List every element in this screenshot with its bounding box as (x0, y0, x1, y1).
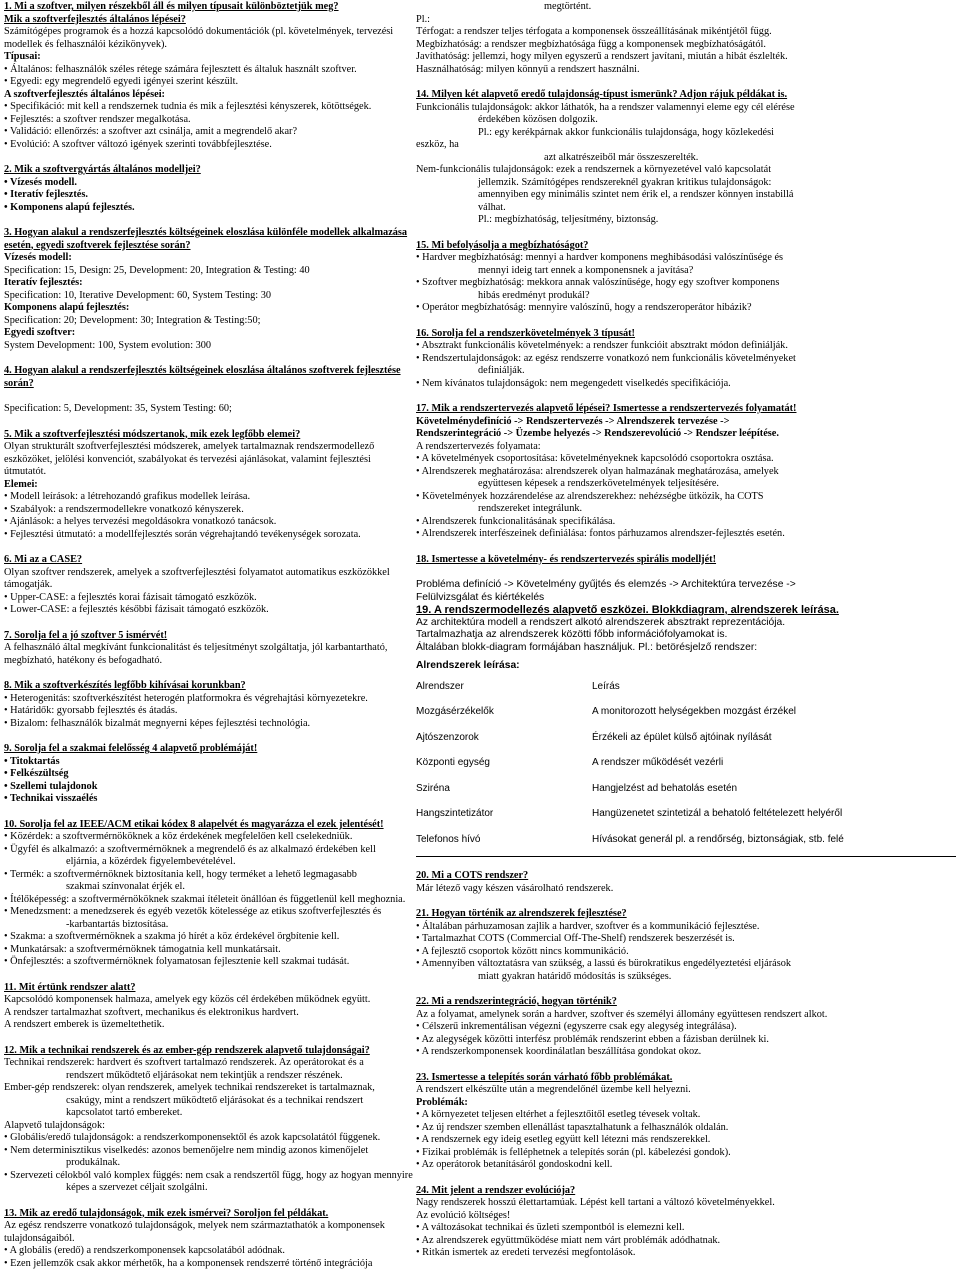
text-line: A rendszert emberek is üzemeltethetik. (4, 1019, 165, 1030)
spacer (416, 857, 956, 870)
question-heading: 7. Sorolja fel a jó szoftver 5 ismérvét! (4, 629, 168, 641)
text-line: • Vízesés modell. (4, 176, 77, 188)
table-row (416, 779, 956, 805)
question-heading: 11. Mit értünk rendszer alatt? (4, 981, 136, 993)
question-heading: 9. Sorolja fel a szakmai felelősség 4 alapvető problémáját! (4, 743, 258, 754)
spacer (4, 1032, 414, 1045)
subsystem-table-caption: Alrendszerek leírása: (416, 660, 520, 671)
spacer (4, 1195, 414, 1208)
text-line: • Határidők: gyorsabb fejlesztés és átadás. (4, 705, 178, 716)
question-heading: 1. Mi a szoftver, milyen részekből áll és milyen típusait különböztetjük meg? (4, 1, 339, 12)
text-line: • Szervezeti célokból való komplex függés: nem csak a rendszertől függ, hogy az hogyan mennyire (4, 1169, 413, 1181)
spacer (4, 352, 414, 365)
text-line: • Alrendszerek interfészeinek definiálása: fontos párhuzamos alrendszer-fejlesztés esetén. (416, 528, 785, 539)
question-heading: Mik a szoftverfejlesztés általános lépései? (4, 13, 186, 25)
text-line: • Rendszertulajdonságok: az egész rendszerre vonatkozó nem funkcionális követelményeket (416, 352, 796, 364)
text-line: szakmai színvonalat érjék el. (66, 881, 185, 892)
right-column-top (416, 1, 956, 654)
text-line: • Operátor megbízhatóság: mennyire valószínű, hogy a rendszeroperátor hibázik? (416, 302, 752, 313)
text-line: • Fejlesztési útmutató: a modellfejlesztés során végrehajtandó tevékenységek sorozata. (4, 528, 361, 540)
table-row (416, 728, 956, 754)
text-line: Probléma definíció -> Követelmény gyűjtés és elemzés -> Architektúra tervezése -> (416, 579, 796, 590)
text-line: • Amennyiben változtatásra van szükség, a lassú és bürokratikus engedélyeztetési eljárások (416, 958, 792, 969)
table-header-row (416, 677, 956, 703)
right-column-bottom (416, 857, 956, 1260)
text-line: -karbantartás biztosítása. (66, 918, 169, 930)
spacer (416, 76, 956, 89)
question-heading: 16. Sorolja fel a rendszerkövetelmények 3 típusát! (416, 327, 635, 339)
text-line: Elemei: (4, 478, 38, 490)
spacer (4, 151, 414, 164)
text-line: érdekében közösen dolgozik. (478, 114, 598, 125)
subsystem-description: Érzékeli az épület külső ajtóinak nyílását (592, 731, 772, 743)
question-heading: 10. Sorolja fel az IEEE/ACM etikai kódex 8 alapelvét és magyarázza el ezek jelentését! (4, 818, 384, 830)
text-line: miatt gyakran határidő módosítás is szükséges. (478, 970, 672, 982)
text-line: • Ritkán ismertek az eredeti tervezési megfontolások. (416, 1247, 636, 1258)
spacer (416, 390, 956, 403)
text-line: • Technikai visszaélés (4, 793, 98, 804)
question-heading: 17. Mik a rendszertervezés alapvető lépései? Ismertesse a rendszertervezés folyamatát! (416, 403, 797, 414)
text-line: Alapvető tulajdonságok: (4, 1119, 105, 1131)
text-line: A szoftverfejlesztés általános lépései: (4, 88, 165, 100)
table-row (416, 702, 956, 728)
text-line: • A változásokat technikai és üzleti szempontból is elemezni kell. (416, 1222, 685, 1233)
text-line: Funkcionális tulajdonságok: akkor láthatók, ha a rendszer valamennyi eleme egy cél elérése (416, 101, 795, 113)
text-line: megtörtént. (544, 1, 592, 12)
text-line: • Önfejlesztés: a szoftvermérnöknek folyamatosan fejlesztenie kell szakmai tudását. (4, 956, 350, 967)
subsystem-name: Központi egység (416, 757, 490, 768)
text-line: Pl.: egy kerékpárnak akkor funkcionális tulajdonsága, hogy közlekedési (478, 126, 774, 138)
spacer (4, 617, 414, 630)
text-line: • Fizikai problémák is felléphetnek a telepítés során (pl. kábelezési gondok). (416, 1146, 731, 1158)
text-line: jellemzik. Számítógépes rendszereknél gyakran kritikus tulajdonságok: (478, 176, 772, 188)
question-heading: 19. A rendszermodellezés alapvető eszközei. Blokkdiagram, alrendszerek leírása. (416, 604, 839, 616)
text-line: • A globális (eredő) a rendszerkomponensek kapcsolatából adódnak. (4, 1245, 285, 1256)
right-column (416, 1, 956, 1260)
text-line: Az egész rendszerre vonatkozó tulajdonságok, melyek nem származtathatók a komponensek tulajdonságaiból. (4, 1220, 385, 1244)
text-line: Egyedi szoftver: (4, 327, 76, 338)
text-line: • Specifikáció: mit kell a rendszernek tudnia és mik a fejlesztési kényszerek, kötöttségek. (4, 101, 372, 112)
text-line: Már létező vagy készen vásárolható rendszerek. (416, 882, 614, 894)
question-heading: 20. Mi a COTS rendszer? (416, 870, 529, 881)
spacer (4, 667, 414, 680)
text-line: • Modell leírások: a létrehozandó grafikus modellek leírása. (4, 491, 251, 502)
spacer (416, 541, 956, 554)
text-line: • Ítélőképesség: a szoftvermérnököknek szakmai ítéleteit önállóan és függetlenül kell meghoznia. (4, 893, 406, 905)
text-line: A rendszer tartalmazhat szoftvert, mechanikus és elektronikus hardvert. (4, 1006, 299, 1018)
text-line: • Általában párhuzamosan zajlik a hardver, szoftver és a kommunikáció fejlesztése. (416, 920, 760, 932)
text-line: • Validáció: ellenőrzés: a szoftver azt csinálja, amit a megrendelő akar? (4, 126, 298, 137)
text-line: csakúgy, mint a rendszert működtető eljárásokat és a technikai rendszert (66, 1094, 364, 1106)
text-line: • A rendszerkomponensek koordinálatlan beszállítása gondokat okoz. (416, 1046, 702, 1057)
text-line: Pl.: megbízhatóság, teljesítmény, biztonság. (478, 214, 659, 225)
text-line: Megbízhatóság: a rendszer megbízhatósága függ a komponensek megbízhatóságától. (416, 38, 766, 50)
text-line: • Upper-CASE: a fejlesztés korai fázisait támogató eszközök. (4, 591, 257, 603)
text-line: • Szakma: a szoftvermérnöknek a szakma jó hírét a köz érdekével örgbítenie kell. (4, 931, 340, 942)
text-line: • A fejlesztő csoportok között nincs kommunikáció. (416, 945, 629, 957)
subsystem-name: Telefonos hívó (416, 830, 592, 857)
question-heading: 15. Mi befolyásolja a megbízhatóságot? (416, 239, 589, 251)
text-line: • Célszerű inkrementálisan végezni (egyszerre csak egy alegység integrálása). (416, 1021, 737, 1032)
subsystem-table (416, 677, 956, 858)
question-heading: 2. Mik a szoftvergyártás általános modelljei? (4, 164, 201, 175)
spacer (4, 390, 414, 403)
text-line: A felhasználó által megkívánt funkcionalitást és teljesítményt szolgáltatja, jól karbantartható, megbízható, hatékony és befogadható. (4, 642, 388, 666)
text-line: rendszereket integrálunk. (478, 503, 583, 514)
question-heading: 8. Mik a szoftverkészítés legfőbb kihívásai korunkban? (4, 680, 246, 691)
left-column (4, 1, 414, 1270)
text-line: Specification: 20; Development: 30; Integration & Testing:50; (4, 314, 261, 326)
subsystem-name: Hangszintetizátor (416, 808, 494, 819)
question-heading: 4. Hogyan alakul a rendszerfejlesztés költségeinek eloszlása általános szoftverek fejlesztése során? (4, 365, 401, 389)
text-line: • A rendszernek egy ideig esetleg együtt kell létezni más rendszerekkel. (416, 1134, 711, 1145)
text-line: A rendszertervezés folyamata: (416, 440, 541, 452)
text-line: • A követelmények csoportosítása: követelményeknek kapcsolódó csoportokra osztása. (416, 453, 774, 464)
text-line: Pl.: (416, 13, 431, 25)
text-line: • Absztrakt funkcionális követelmények: a rendszer funkcióit absztrakt módon definiálják. (416, 340, 788, 351)
table-header-subsystem: Alrendszer (416, 680, 464, 692)
question-heading: 24. Mit jelent a rendszer evolúciója? (416, 1184, 576, 1196)
text-line: • Alrendszerek funkcionalitásának specifikálása. (416, 515, 616, 527)
text-line: • Globális/eredő tulajdonságok: a rendszerkomponensektől és azok kapcsolatától függenek. (4, 1132, 381, 1143)
text-line: Az evolúció költséges! (416, 1209, 511, 1221)
text-line: hibás eredményt produkál? (478, 289, 590, 301)
spacer (416, 315, 956, 328)
text-line: Az a folyamat, amelynek során a hardver, szoftver és személyi állomány együttesen rendszert alkot. (416, 1008, 828, 1020)
table-row (416, 804, 956, 830)
text-line: válhat. (478, 201, 506, 213)
question-heading: 12. Mik a technikai rendszerek és az ember-gép rendszerek alapvető tulajdonságai? (4, 1044, 370, 1056)
text-line: • Egyedi: egy megrendelő egyedi igényei szerint készült. (4, 76, 239, 87)
text-line: A rendszert elkészülte után a megrendelőnél üzembe kell helyezni. (416, 1084, 691, 1095)
text-line: • Munkatársak: a szoftvermérnöknek támogatnia kell munkatársait. (4, 943, 281, 955)
spacer (416, 566, 956, 579)
text-line: System Development: 100, System evolution: 300 (4, 339, 212, 351)
text-line: • Szoftver megbízhatóság: mekkora annak valószínűsége, hogy egy szoftver komponens (416, 277, 780, 288)
text-line: Használhatóság: milyen könnyű a rendszert használni. (416, 63, 640, 75)
question-heading: 5. Mik a szoftverfejlesztési módszertanok, mik ezek legfőbb elemei? (4, 428, 301, 440)
text-line: definiálják. (478, 365, 525, 376)
spacer (416, 983, 956, 996)
spacer (416, 1059, 956, 1072)
text-line: Rendszerintegráció -> Üzembe helyezés -> Rendszerevolúció -> Rendszer leépítése. (416, 428, 779, 439)
text-line: • Menedzsment: a menedzserek és egyéb vezetők kötelessége az etikus szoftverfejlesztés és (4, 906, 382, 917)
text-line: rendszert működtető eljárásokat nem tekintjük a rendszer részének. (66, 1069, 343, 1081)
text-line: kapcsolatot tartó embereket. (66, 1107, 183, 1118)
spacer (4, 969, 414, 982)
question-heading: 6. Mi az a CASE? (4, 554, 83, 565)
text-line: Nem-funkcionális tulajdonságok: ezek a rendszernek a környezetével való kapcsolatát (416, 164, 772, 175)
subsystem-description: A rendszer működését vezérli (592, 757, 724, 768)
text-line: • Tartalmazhat COTS (Commercial Off-The-Shelf) rendszerek beszerzését is. (416, 933, 735, 944)
text-line: Javíthatóság: jellemzi, hogy milyen egyszerű a rendszert javítani, miután a hibát észlelték. (416, 51, 788, 62)
text-line: • Alrendszerek meghatározása: alrendszerek olyan halmazának meghatározása, amelyek (416, 465, 779, 477)
spacer (4, 214, 414, 227)
table-header-description: Leírás (592, 680, 620, 692)
subsystem-name: Sziréna (416, 782, 450, 794)
text-line: Felülvizsgálat és kiértékelés (416, 591, 545, 603)
text-line: Tartalmazhatja az alrendszerek közötti főbb információfolyamokat is. (416, 629, 728, 640)
text-line: Számítógépes programok és a hozzá kapcsolódó dokumentációk (pl. követelmények, tervezési modellek és felhasználói kézikönyvek). (4, 26, 394, 50)
text-line: • Az operátorok betanításáról gondoskodni kell. (416, 1159, 613, 1170)
text-line: Általában blokk-diagram formájában használjuk. Pl.: betörésjelző rendszer: (416, 641, 758, 653)
text-line: • Az alegységek közötti interfész problémák rendszerint ebben a fázisban derülnek ki. (416, 1033, 769, 1045)
question-heading: 3. Hogyan alakul a rendszerfejlesztés költségeinek eloszlása különféle modellek alkalmazása esetén, egyedi szoftverek fejlesztése során? (4, 227, 408, 251)
subsystem-description: Hangüzenetet szintetizál a behatoló feltételezett helyéről (592, 808, 843, 819)
text-line: • Evolúció: A szoftver változó igények szerinti továbbfejlesztése. (4, 138, 272, 150)
text-line: • Hardver megbízhatóság: mennyi a hardver komponens meghibásodási valószínűsége és (416, 252, 784, 263)
text-line: Specification: 15, Design: 25, Development: 20, Integration & Testing: 40 (4, 264, 310, 276)
question-heading: 22. Mi a rendszerintegráció, hogyan történik? (416, 996, 617, 1007)
spacer (4, 806, 414, 819)
text-line: • Az új rendszer szemben ellenállást tapasztalhatunk a felhasználók oldalán. (416, 1121, 729, 1133)
text-line: • Titoktartás (4, 755, 60, 767)
subsystem-name: Ajtószenzorok (416, 731, 479, 743)
spacer (416, 1172, 956, 1185)
text-line: • Bizalom: felhasználók bizalmát megnyerni képes fejlesztési technológia. (4, 717, 311, 729)
text-line: • A környezetet teljesen eltérhet a fejlesztőitől esetleg tévesek voltak. (416, 1109, 701, 1120)
spacer (416, 227, 956, 240)
spacer (4, 541, 414, 554)
text-line: • Komponens alapú fejlesztés. (4, 201, 135, 213)
text-line: együttesen képesek a rendszerkövetelmények teljesítésére. (478, 478, 720, 489)
table-row (416, 753, 956, 779)
text-line: eljárnia, a közérdek figyelembevételével. (66, 856, 236, 867)
subsystem-name: Mozgásérzékelők (416, 706, 494, 717)
text-line: • Ajánlások: a helyes tervezési megoldásokra vonatkozó tanácsok. (4, 516, 277, 527)
text-line: • Követelmények hozzárendelése az alrendszerekhez: nehézségbe ütközik, ha COTS (416, 490, 764, 502)
spacer (4, 416, 414, 429)
question-heading: 18. Ismertesse a követelmény- és rendszertervezés spirális modelljét! (416, 553, 717, 565)
subsystem-description: Hívásokat generál pl. a rendőrség, biztonságiak, stb. felé (592, 830, 956, 857)
text-line: • Iteratív fejlesztés. (4, 189, 88, 200)
text-line: amennyiben egy minimális szintet nem érik el, a rendszer könnyen instabillá (478, 189, 794, 200)
text-line: • Heterogenitás: szoftverkészítést heterogén platformokra és végrehajtási környezetekre. (4, 692, 368, 704)
text-line: Az architektúra modell a rendszert alkotó alrendszerek absztrakt reprezentációja. (416, 616, 786, 628)
subsystem-description: Hangjelzést ad behatolás esetén (592, 782, 738, 794)
question-heading: 23. Ismertesse a telepítés során várható főbb problémákat. (416, 1071, 673, 1083)
table-row (416, 830, 956, 857)
text-line: Nagy rendszerek hosszú élettartamúak. Lépést kell tartani a változó követelményekkel. (416, 1197, 775, 1208)
text-line: Specification: 5, Development: 35, System Testing: 60; (4, 403, 232, 414)
text-line: Specification: 10, Iterative Development: 60, System Testing: 30 (4, 289, 272, 301)
text-line: • Szabályok: a rendszermodellekre vonatkozó kényszerek. (4, 503, 244, 515)
text-line: • Szellemi tulajdonok (4, 780, 98, 792)
text-line: Olyan szoftver rendszerek, amelyek a szoftverfejlesztési folyamatot automatikus eszközökkel támogatják. (4, 566, 390, 590)
spacer (4, 730, 414, 743)
text-line: • Fejlesztés: a szoftver rendszer megalkotása. (4, 113, 191, 125)
text-line: eszköz, ha (416, 139, 459, 150)
question-heading: 13. Mik az eredő tulajdonságok, mik ezek ismérvei? Soroljon fel példákat. (4, 1207, 329, 1219)
question-heading: 21. Hogyan történik az alrendszerek fejlesztése? (416, 908, 627, 919)
question-heading: 14. Milyen két alapvető eredő tulajdonság-típust ismerünk? Adjon rájuk példákat is. (416, 89, 788, 100)
text-line: mennyi ideig tart ennek a komponensnek a javítása? (478, 264, 694, 276)
text-line: Olyan strukturált szoftverfejlesztési módszerek, amelyek tartalmaznak rendszermodellező eszközöket, jelölési konvenciót, szabályokat és tervezési ajánlásokat, valamint fejlesztési útmutatót. (4, 441, 375, 477)
text-line: • Az alrendszerek együttműködése miatt nem várt problémák adódhatnak. (416, 1234, 721, 1246)
text-line: Komponens alapú fejlesztés: (4, 302, 130, 313)
subsystem-description: A monitorozott helységekben mozgást érzékel (592, 706, 796, 717)
text-line: Technikai rendszerek: hardvert és szoftvert tartalmazó rendszerek. Az operátorokat és a (4, 1057, 364, 1068)
text-line: Problémák: (416, 1096, 468, 1108)
text-line: • Lower-CASE: a fejlesztés későbbi fázisait támogató eszközök. (4, 604, 269, 615)
text-line: produkálnak. (66, 1157, 121, 1168)
text-line: Térfogat: a rendszer teljes térfogata a komponensek összeállításának mikéntjétől függ. (416, 26, 772, 37)
text-line: Ember-gép rendszerek: olyan rendszerek, amelyek technikai rendszereket is tartalmaznak, (4, 1082, 375, 1093)
text-line: • Nem determinisztikus viselkedés: azonos bemenőjelre nem mindig azonos kimenőjelet (4, 1144, 369, 1156)
text-line: • Ezen jellemzők csak akkor mérhetők, ha a komponensek rendszerré történő integrációja (4, 1257, 373, 1269)
text-line: • Nem kívánatos tulajdonságok: nem megengedett viselkedés specifikációja. (416, 377, 731, 389)
text-line: azt alkatrészeiből már összeszerelték. (544, 151, 699, 163)
text-line: • Termék: a szoftvermérnöknek biztosítania kell, hogy terméket a lehető legmagasabb (4, 868, 357, 880)
text-line: Kapcsolódó komponensek halmaza, amelyek egy közös cél érdekében működnek együtt. (4, 994, 371, 1005)
text-line: • Ügyfél és alkalmazó: a szoftvermérnöknek a megrendelő és az alkalmazó érdekében kell (4, 843, 376, 855)
text-line: • Közérdek: a szoftvermérnököknek a köz érdekének megfelelően kell cselekedniük. (4, 831, 353, 842)
text-line: Típusai: (4, 51, 41, 62)
text-line: • Általános: felhasználók széles rétege számára fejlesztett és általuk használt szoftver. (4, 63, 357, 75)
text-line: Iteratív fejlesztés: (4, 277, 83, 288)
text-line: • Felkészültség (4, 768, 69, 779)
spacer (416, 895, 956, 908)
text-line: Vízesés modell: (4, 252, 72, 263)
text-line: képes a szervezet céljait szolgálni. (66, 1182, 208, 1193)
text-line: Követelménydefiníció -> Rendszertervezés -> Alrendszerek tervezése -> (416, 415, 730, 427)
